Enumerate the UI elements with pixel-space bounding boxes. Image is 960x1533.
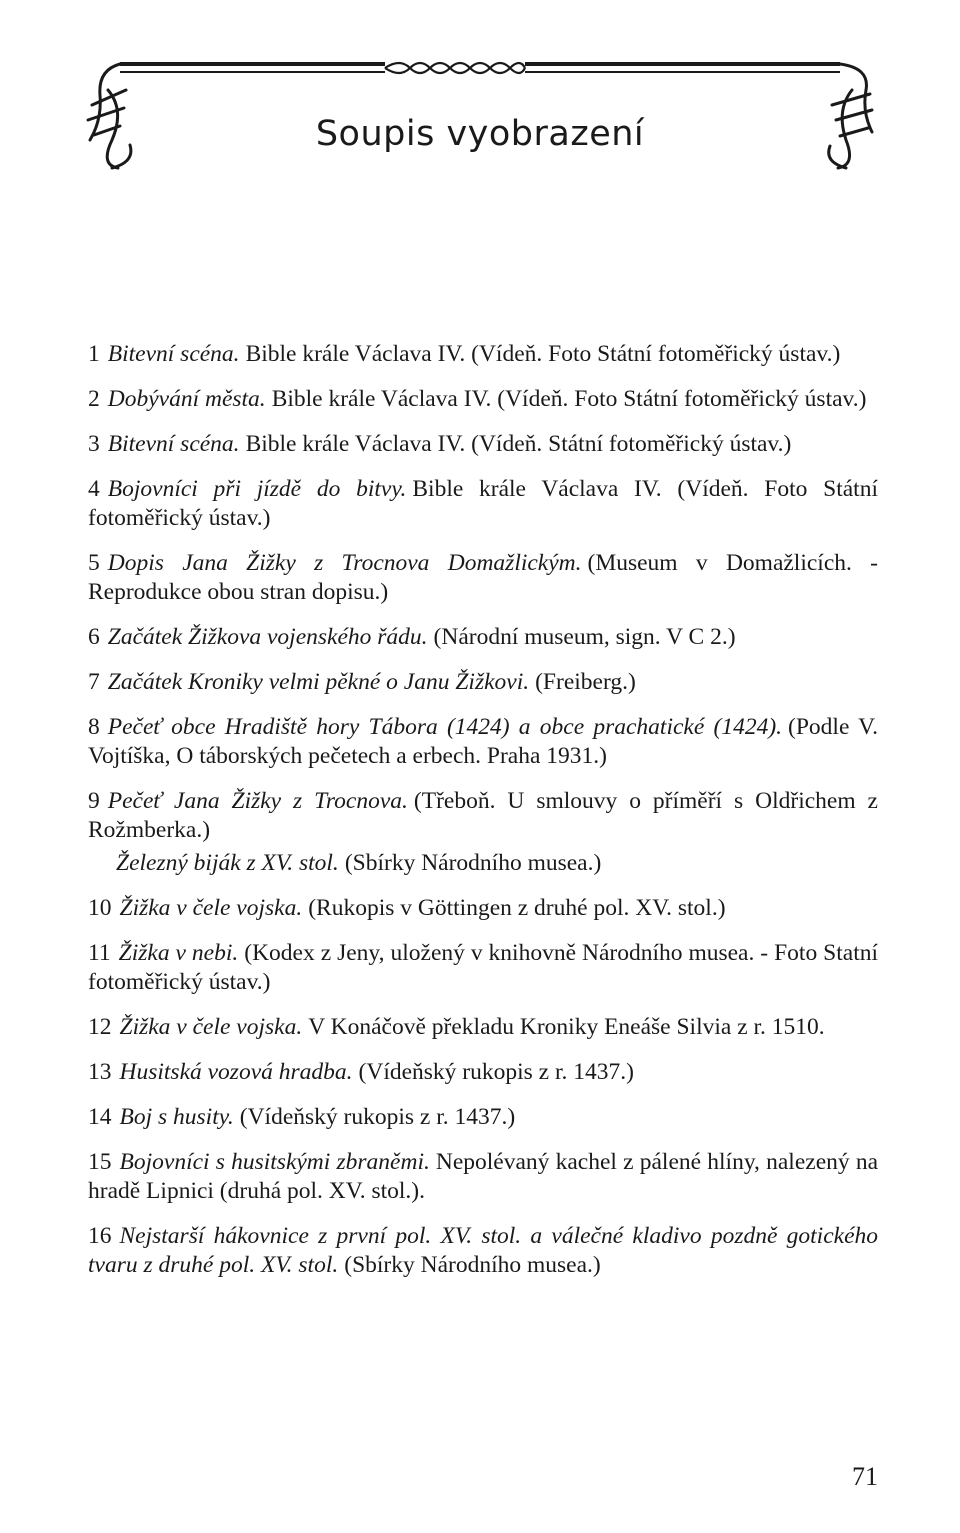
- list-item: 13 Husitská vozová hradba. (Vídeňský rukopis z r. 1437.): [88, 1059, 634, 1085]
- list-item: 5 Dopis Jana Žižky z Trocnova Domažlickým. (Museum v Domažlicích. - Reprodukce obou stran dopisu.): [88, 550, 878, 605]
- list-item: 4 Bojovníci při jízdě do bitvy. Bible krále Václava IV. (Vídeň. Foto Státní fotoměřický ústav.): [88, 476, 878, 531]
- illustration-list: [88, 340, 878, 1296]
- list-item: 3 Bitevní scéna. Bible krále Václava IV. (Vídeň. Státní fotoměřický ústav.): [88, 431, 792, 457]
- page-number: 71: [852, 1462, 878, 1491]
- list-item: 6 Začátek Žižkova vojenského řádu. (Národní museum, sign. V C 2.): [88, 624, 736, 650]
- list-item: 7 Začátek Kroniky velmi pěkné o Janu Žižkovi. (Freiberg.): [88, 669, 636, 695]
- list-item: 12 Žižka v čele vojska. V Konáčově překladu Kroniky Eneáše Silvia z r. 1510.: [88, 1014, 825, 1040]
- list-subitem: Železný biják z XV. stol. (Sbírky Národního musea.): [116, 850, 602, 876]
- list-item: 14 Boj s husity. (Vídeňský rukopis z r. 1437.): [88, 1104, 516, 1130]
- list-item: 8 Pečeť obce Hradiště hory Tábora (1424) a obce prachatické (1424). (Podle V. Vojtíška, O táborských pečetech a erbech. Praha 1931.): [88, 714, 878, 769]
- list-item: 2 Dobývání města. Bible krále Václava IV. (Vídeň. Foto Státní fotoměřický ústav.): [88, 386, 867, 412]
- list-item: 10 Žižka v čele vojska. (Rukopis v Göttingen z druhé pol. XV. stol.): [88, 895, 726, 921]
- page-title: Soupis vyobrazení: [315, 114, 645, 154]
- header-ornament: [80, 50, 880, 200]
- list-item: 16 Nejstarší hákovnice z první pol. XV. stol. a válečné kladivo pozdně gotického tvaru z druhé pol. XV. stol. (Sbírky Národního musea.): [88, 1223, 878, 1278]
- list-item: 11 Žižka v nebi. (Kodex z Jeny, uložený v knihovně Národního musea. - Foto Statní fotoměřický ústav.): [88, 940, 878, 995]
- list-item: 15 Bojovníci s husitskými zbraněmi. Nepolévaný kachel z pálené hlíny, nalezený na hradě Lipnici (druhá pol. XV. stol.).: [88, 1149, 878, 1204]
- list-item: 1 Bitevní scéna. Bible krále Václava IV. (Vídeň. Foto Státní fotoměřický ústav.): [88, 341, 841, 367]
- list-item: 9 Pečeť Jana Žižky z Trocnova. (Třeboň. U smlouvy o příměří s Oldřichem z Rožmberka.): [88, 788, 878, 843]
- chain-ornament-icon: [385, 63, 525, 73]
